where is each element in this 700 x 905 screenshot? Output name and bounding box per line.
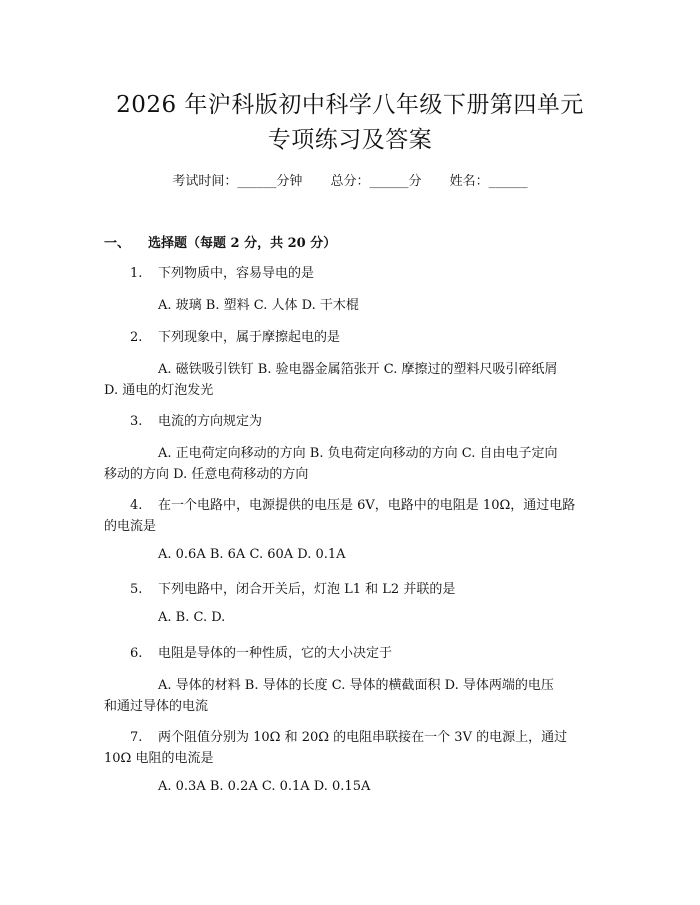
question-5 <box>130 578 455 597</box>
student-name-field: 姓名：______ <box>449 174 528 189</box>
question-text: 下列现象中，属于摩擦起电的是 <box>158 330 341 345</box>
question-text: 下列物质中，容易导电的是 <box>158 266 315 281</box>
question-4-text-cont: 的电流是 <box>104 519 157 534</box>
exam-info-row <box>0 170 700 189</box>
question-7 <box>130 726 567 745</box>
question-number: 1. <box>130 266 143 281</box>
question-text: 下列电路中，闭合开关后，灯泡 L1 和 L2 并联的是 <box>158 582 456 597</box>
document-title-line-2: 专项练习及答案 <box>267 127 433 153</box>
question-3 <box>130 410 262 429</box>
question-1 <box>130 262 314 281</box>
question-1-options: A. 玻璃 B. 塑料 C. 人体 D. 干木棍 <box>158 298 359 313</box>
question-number: 2. <box>130 330 143 345</box>
question-5-options: A. B. C. D. <box>158 610 226 625</box>
question-4 <box>130 494 575 513</box>
question-6 <box>130 642 392 661</box>
question-text: 电流的方向规定为 <box>158 414 263 429</box>
question-7-options: A. 0.3A B. 0.2A C. 0.1A D. 0.15A <box>158 779 371 794</box>
total-score-field: 总分：______分 <box>330 174 422 189</box>
question-number: 3. <box>130 414 143 429</box>
question-number: 7. <box>130 730 143 745</box>
question-text: 电阻是导体的一种性质，它的大小决定于 <box>158 646 393 661</box>
question-2 <box>130 326 340 345</box>
question-2-options: A. 磁铁吸引铁钉 B. 验电器金属箔张开 C. 摩擦过的塑料尺吸引碎纸屑 <box>158 362 558 377</box>
section-title: 选择题（每题 2 分，共 20 分） <box>148 236 337 251</box>
document-title-line-1: 2026 年沪科版初中科学八年级下册第四单元 <box>116 92 584 118</box>
question-text: 在一个电路中，电源提供的电压是 6V，电路中的电阻是 10Ω，通过电路 <box>158 498 576 513</box>
section-heading <box>104 232 336 251</box>
question-number: 4. <box>130 498 143 513</box>
section-number: 一、 <box>104 236 131 251</box>
question-number: 5. <box>130 582 143 597</box>
question-text: 两个阻值分别为 10Ω 和 20Ω 的电阻串联接在一个 3V 的电源上，通过 <box>158 730 568 745</box>
exam-time-field: 考试时间：______分钟 <box>172 174 303 189</box>
question-4-options: A. 0.6A B. 6A C. 60A D. 0.1A <box>158 547 346 562</box>
question-6-options-cont: 和通过导体的电流 <box>104 699 209 714</box>
question-6-options: A. 导体的材料 B. 导体的长度 C. 导体的横截面积 D. 导体两端的电压 <box>158 678 554 693</box>
question-3-options-cont: 移动的方向 D. 任意电荷移动的方向 <box>104 467 309 482</box>
question-7-text-cont: 10Ω 电阻的电流是 <box>104 751 214 766</box>
question-3-options: A. 正电荷定向移动的方向 B. 负电荷定向移动的方向 C. 自由电子定向 <box>158 446 558 461</box>
question-2-options-cont: D. 通电的灯泡发光 <box>104 383 214 398</box>
question-number: 6. <box>130 646 143 661</box>
